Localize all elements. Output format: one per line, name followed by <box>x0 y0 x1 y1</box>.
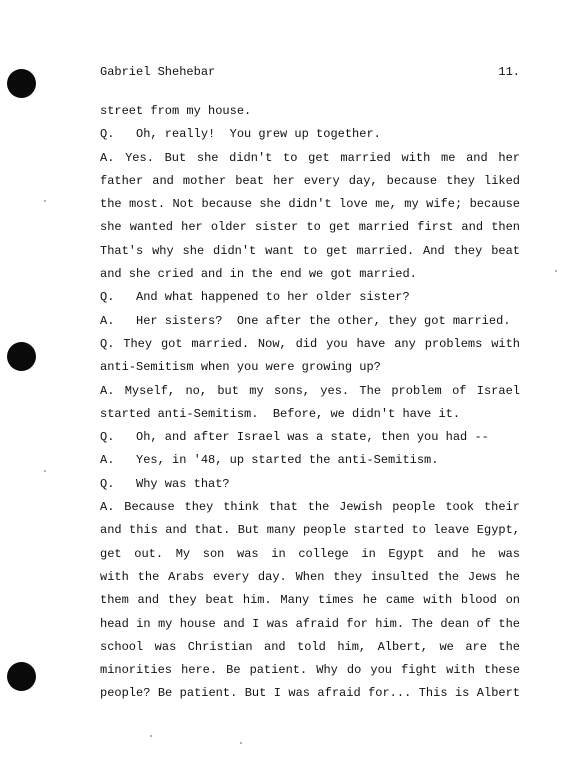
transcript-line: A. Because they think that the Jewish people took their <box>100 500 520 515</box>
transcript-line: and she cried and in the end we got married. <box>100 267 417 282</box>
transcript-line: A. Her sisters? One after the other, they got married. <box>100 313 511 328</box>
transcript-line: father and mother beat her every day, because they liked <box>100 173 520 188</box>
transcript-line: Q. And what happened to her older sister? <box>100 290 410 305</box>
transcript-line: anti-Semitism when you were growing up? <box>100 360 381 375</box>
binder-hole-top <box>7 69 36 98</box>
transcript-line: Q. They got married. Now, did you have any problems with <box>100 336 520 351</box>
transcript-line: Q. Oh, really! You grew up together. <box>100 127 381 142</box>
binder-hole-middle <box>7 342 36 371</box>
scan-speck <box>150 735 152 737</box>
transcript-line: and this and that. But many people started to leave Egypt, <box>100 523 520 538</box>
transcript-line: Q. Oh, and after Israel was a state, then you had -- <box>100 430 489 445</box>
transcript-line: head in my house and I was afraid for him. The dean of the <box>100 616 520 631</box>
transcript-line: people? Be patient. But I was afraid for... This is Albert <box>100 686 520 701</box>
scan-speck <box>44 470 46 472</box>
transcript-line: A. Yes. But she didn't to get married with me and her <box>100 150 520 165</box>
transcript-line: started anti-Semitism. Before, we didn't have it. <box>100 406 461 421</box>
transcript-line: the most. Not because she didn't love me, my wife; because <box>100 197 520 212</box>
transcript-line: A. Myself, no, but my sons, yes. The problem of Israel <box>100 383 520 398</box>
transcript-line: she wanted her older sister to get married first and then <box>100 220 520 235</box>
scan-speck <box>44 200 46 202</box>
transcript-line: That's why she didn't want to get married. And they beat <box>100 243 520 258</box>
transcript-line: Q. Why was that? <box>100 476 230 491</box>
scan-speck <box>555 270 557 272</box>
scan-speck <box>240 742 242 744</box>
transcript-line: them and they beat him. Many times he came with blood on <box>100 593 520 608</box>
transcript-line: get out. My son was in college in Egypt and he was <box>100 546 520 561</box>
transcript-line: with the Arabs every day. When they insulted the Jews he <box>100 569 520 584</box>
transcript-line: minorities here. Be patient. Why do you fight with these <box>100 663 520 678</box>
page-number: 11. <box>498 65 520 79</box>
interviewee-name: Gabriel Shehebar <box>100 65 216 79</box>
transcript-line: school was Christian and told him, Albert, we are the <box>100 639 520 654</box>
transcript-line: A. Yes, in '48, up started the anti-Semitism. <box>100 453 439 468</box>
binder-hole-bottom <box>7 662 36 691</box>
transcript-body <box>100 100 520 706</box>
transcript-line: street from my house. <box>100 104 252 118</box>
